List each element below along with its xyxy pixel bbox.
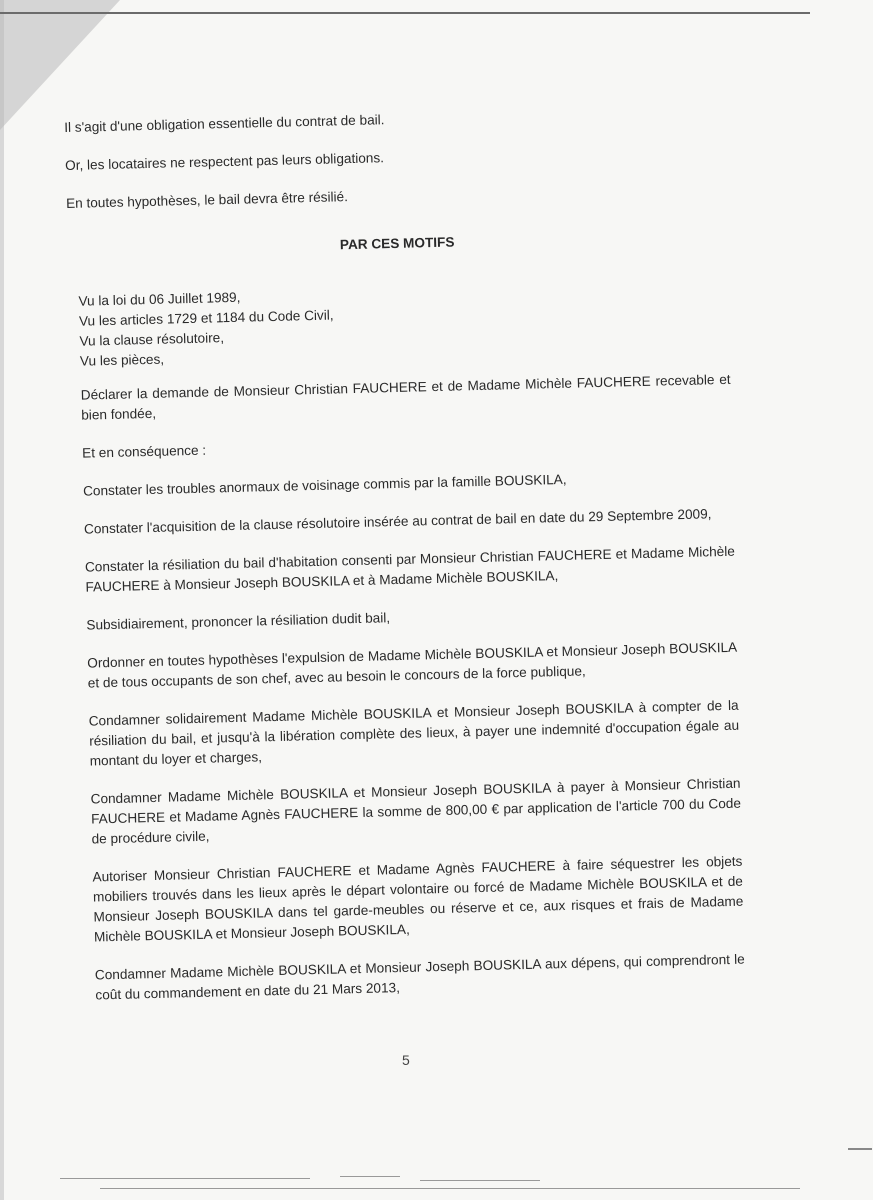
page-number: 5 xyxy=(402,1052,410,1068)
claim-paragraph: Déclarer la demande de Monsieur Christian FAUCHERE et de Madame Michèle FAUCHERE recevable et bien fondée, xyxy=(80,371,731,423)
claim-paragraph: Constater la résiliation du bail d'habitation consenti par Monsieur Christian FAUCHERE et Madame Michèle FAUCHERE à Monsieur Joseph BOUSKILA et à Madame Michèle BOUSKILA, xyxy=(84,543,735,595)
scan-mark xyxy=(848,1148,872,1150)
intro-line-2: Or, les locataires ne respectent pas leurs obligations. xyxy=(64,150,385,173)
claim-paragraph: Autoriser Monsieur Christian FAUCHERE et Madame Agnès FAUCHERE à faire séquestrer les objets mobiliers trouvés dans les lieux après le départ volontaire ou forcé de Madame Michèle BOUSKILA et de Monsieur Joseph BOUSKILA dans tel garde-meubles ou réserve et ce, aux risques et frais de Madame Michèle BOUSKILA et Monsieur Joseph BOUSKILA, xyxy=(92,853,744,945)
document-body xyxy=(64,102,746,1024)
vu-item-1: Vu la loi du 06 Juillet 1989, xyxy=(78,289,241,309)
claim-paragraph: Subsidiairement, prononcer la résiliation dudit bail, xyxy=(86,610,391,633)
intro-line-3: En toutes hypothèses, le bail devra être résilié. xyxy=(65,189,349,211)
vu-item-4: Vu les pièces, xyxy=(79,351,165,369)
claim-paragraph: Condamner solidairement Madame Michèle BOUSKILA et Monsieur Joseph BOUSKILA à compter de la résiliation du bail, et jusqu'à la libération complète des lieux, à payer une indemnité d'occupation égale au montant du loyer et charges, xyxy=(88,697,740,769)
scan-corner-shadow xyxy=(0,0,120,130)
claim-paragraph: Constater les troubles anormaux de voisinage commis par la famille BOUSKILA, xyxy=(82,471,567,499)
scan-top-border xyxy=(0,12,810,14)
claim-paragraph: Ordonner en toutes hypothèses l'expulsion de Madame Michèle BOUSKILA et Monsieur Joseph BOUSKILA et de tous occupants de son chef, avec au besoin le concours de la force publique, xyxy=(87,639,738,691)
page-left-edge xyxy=(0,0,4,1200)
claim-paragraph: Constater l'acquisition de la clause résolutoire insérée au contrat de bail en date du 29 Septembre 2009, xyxy=(83,506,712,537)
scan-bottom-lines xyxy=(60,1172,800,1196)
vu-list xyxy=(68,276,730,372)
intro-line-1: Il s'agit d'une obligation essentielle du contrat de bail. xyxy=(64,112,385,135)
section-heading: PAR CES MOTIFS xyxy=(339,234,455,253)
claim-paragraph: Et en conséquence : xyxy=(82,442,207,461)
vu-item-3: Vu la clause résolutoire, xyxy=(79,330,225,349)
claim-paragraph: Condamner Madame Michèle BOUSKILA et Monsieur Joseph BOUSKILA à payer à Monsieur Christian FAUCHERE et Madame Agnès FAUCHERE la somme de 800,00 € par application de l'article 700 du Code de procédure civile, xyxy=(90,775,742,847)
claim-paragraph: Condamner Madame Michèle BOUSKILA et Monsieur Joseph BOUSKILA aux dépens, qui comprendront le coût du commandement en date du 21 Mars 2013, xyxy=(94,951,745,1003)
vu-item-2: Vu les articles 1729 et 1184 du Code Civil, xyxy=(78,307,334,329)
claims-list xyxy=(71,370,746,1006)
